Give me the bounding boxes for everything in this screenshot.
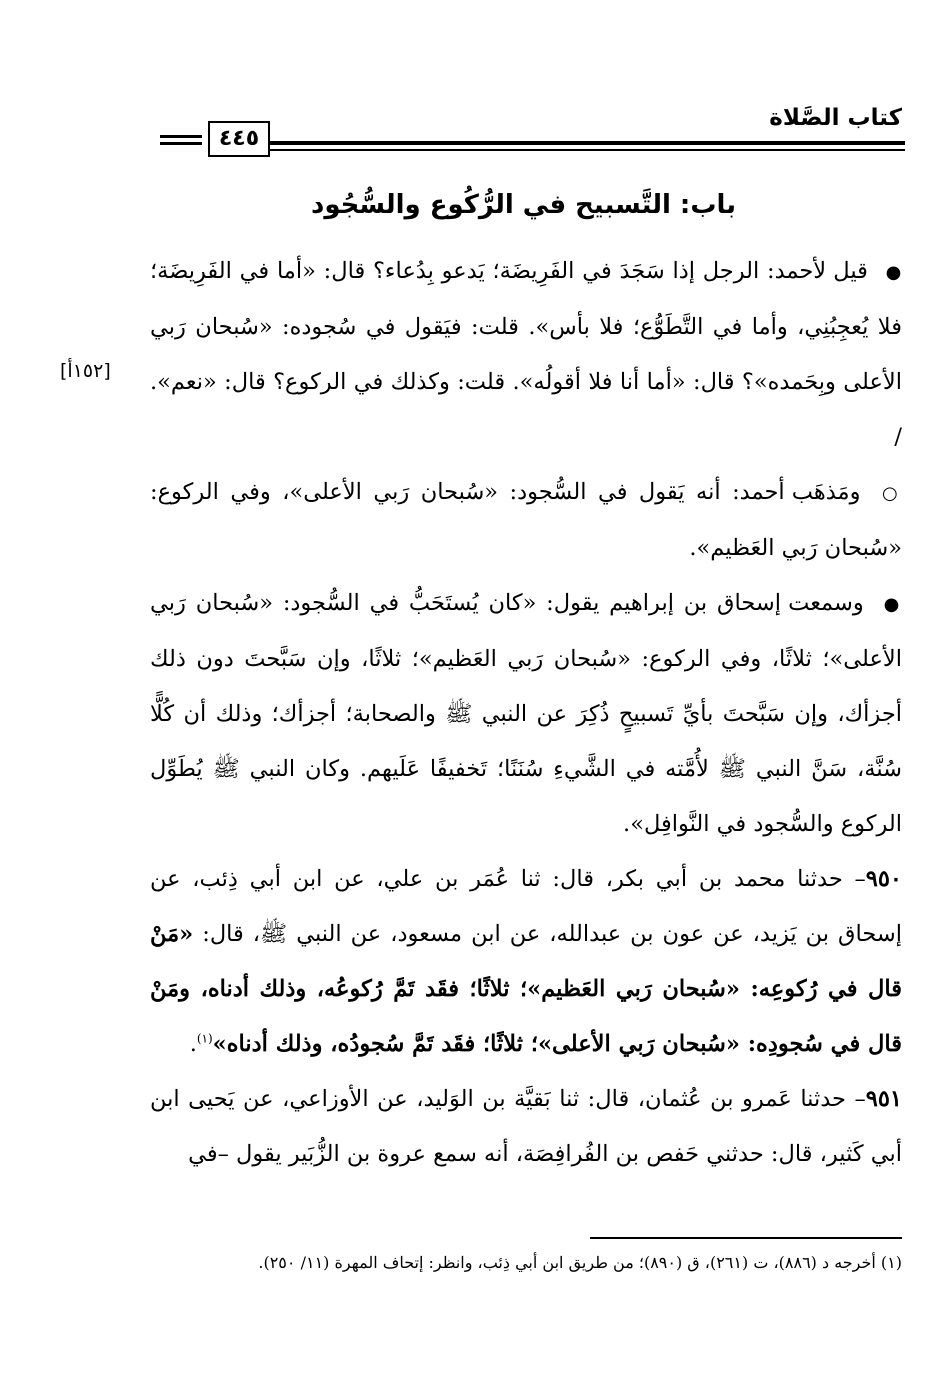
paragraph-text: قيل لأحمد: الرجل إذا سَجَدَ في الفَرِيضَة؛ يَدعو بِدُعاء؟ قال: «أما في الفَرِيضَة؛ فلا يُعجِبُنِي، وأما في التَّطَوُّع؛ فلا بأس». قلت: فيَقول في سُجوده: «سُبحان رَبي الأعلى وبِحَمده»؟ قال: «أما أنا فلا أقولُه». قلت: وكذلك في الركوع؟ قال: «نعم». /	[150, 258, 902, 450]
main-text	[150, 244, 902, 1182]
page-number: ٤٤٥	[208, 121, 270, 157]
book-title: كتاب الصَّلاة	[769, 105, 902, 131]
hadith-number: ٩٥٠	[865, 866, 902, 892]
chapter-heading: باب: التَّسبيح في الرُّكُوع والسُّجُود	[310, 190, 736, 220]
hadith-matn: «مَنْ قال في رُكوعِه: «سُبحان رَبي العَظيم»؛ ثلاثًا؛ فقَد تَمَّ رُكوعُه، وذلك أدناه، ومَنْ قال في سُجودِه: «سُبحان رَبي الأعلى»؛ ثلاثًا؛ فقَد تَمَّ سُجودُه، وذلك أدناه»	[150, 921, 902, 1057]
header-rule-thin	[270, 149, 905, 151]
paragraph-text: ومَذهَب أحمد: أنه يَقول في السُّجود: «سُبحان رَبي الأعلى»، وفي الركوع: «سُبحان رَبي العَظيم».	[150, 479, 902, 561]
bullet-marker: ●	[885, 262, 902, 283]
paragraph	[150, 244, 902, 465]
paragraph-text: وسمعت إسحاق بن إبراهيم يقول: «كان يُستَحَبُّ في السُّجود: «سُبحان رَبي الأعلى»؛ ثلاثًا، وفي الركوع: «سُبحان رَبي العَظيم»؛ ثلاثًا، وإن سَبَّحتَ دون ذلك أجزأك، وإن سَبَّحتَ بأيِّ تَسبيحٍ ذُكِرَ عن النبي ﷺ والصحابة؛ أجزأك؛ وذلك أن كُلًّا سُنَّة، سَنَّ النبي ﷺ لأُمَّته في الشَّيءِ سُنَنًا؛ تَخفيفًا عَلَيهم. وكان النبي ﷺ يُطَوِّل الركوع والسُّجود في النَّوافِل».	[150, 590, 902, 837]
bullet-marker: ○	[881, 483, 902, 504]
page-header	[150, 105, 910, 155]
hadith-951: ٩٥١– حدثنا عَمرو بن عُثمان، قال: ثنا بَقيَّة بن الوَليد، عن الأوزاعي، عن يَحيى ابن أبي كَثير، قال: حدثني حَفص بن الفُرافِصَة، أنه سمع عروة بن الزُّبَير يقول –في	[150, 1086, 903, 1167]
paragraph	[150, 576, 902, 852]
paragraph	[150, 465, 902, 576]
bullet-marker: ●	[883, 594, 902, 615]
hadith-number: ٩٥١	[865, 1086, 903, 1112]
hadith-950: ٩٥٠– حدثنا محمد بن أبي بكر، قال: ثنا عُمَر بن علي، عن ابن أبي ذِئب، عن إسحاق بن يَزيد، عن عون بن عبدالله، عن ابن مسعود، عن النبي ﷺ، قال: «مَنْ قال في رُكوعِه: «سُبحان رَبي العَظيم»؛ ثلاثًا؛ فقَد تَمَّ رُكوعُه، وذلك أدناه، ومَنْ قال في سُجودِه: «سُبحان رَبي الأعلى»؛ ثلاثًا؛ فقَد تَمَّ سُجودُه، وذلك أدناه»$^{(١)}$.	[150, 866, 902, 1057]
header-rule	[270, 141, 905, 145]
footnote: (١) أخرجه د (٨٨٦)، ت (٢٦١)، ق (٨٩٠)؛ من طريق ابن أبي ذِئب، وانظر: إتحاف المهرة (١١/ ٢٥٠).	[258, 1253, 902, 1272]
footnote-separator	[590, 1237, 902, 1239]
hadith-isnad: حدثنا محمد بن أبي بكر، قال: ثنا عُمَر بن علي، عن ابن أبي ذِئب، عن إسحاق بن يَزيد، عن عون بن عبدالله، عن ابن مسعود، عن النبي ﷺ، قال:	[150, 866, 902, 947]
footnote-ref: (١)	[196, 1031, 213, 1046]
hadith-text: حدثنا عَمرو بن عُثمان، قال: ثنا بَقيَّة بن الوَليد، عن الأوزاعي، عن يَحيى ابن أبي كَثير، قال: حدثني حَفص بن الفُرافِصَة، أنه سمع عروة بن الزُّبَير يقول –في	[150, 1086, 902, 1167]
manuscript-folio-note: [١٥٢أ]	[60, 360, 111, 382]
decorative-rules	[160, 135, 202, 149]
